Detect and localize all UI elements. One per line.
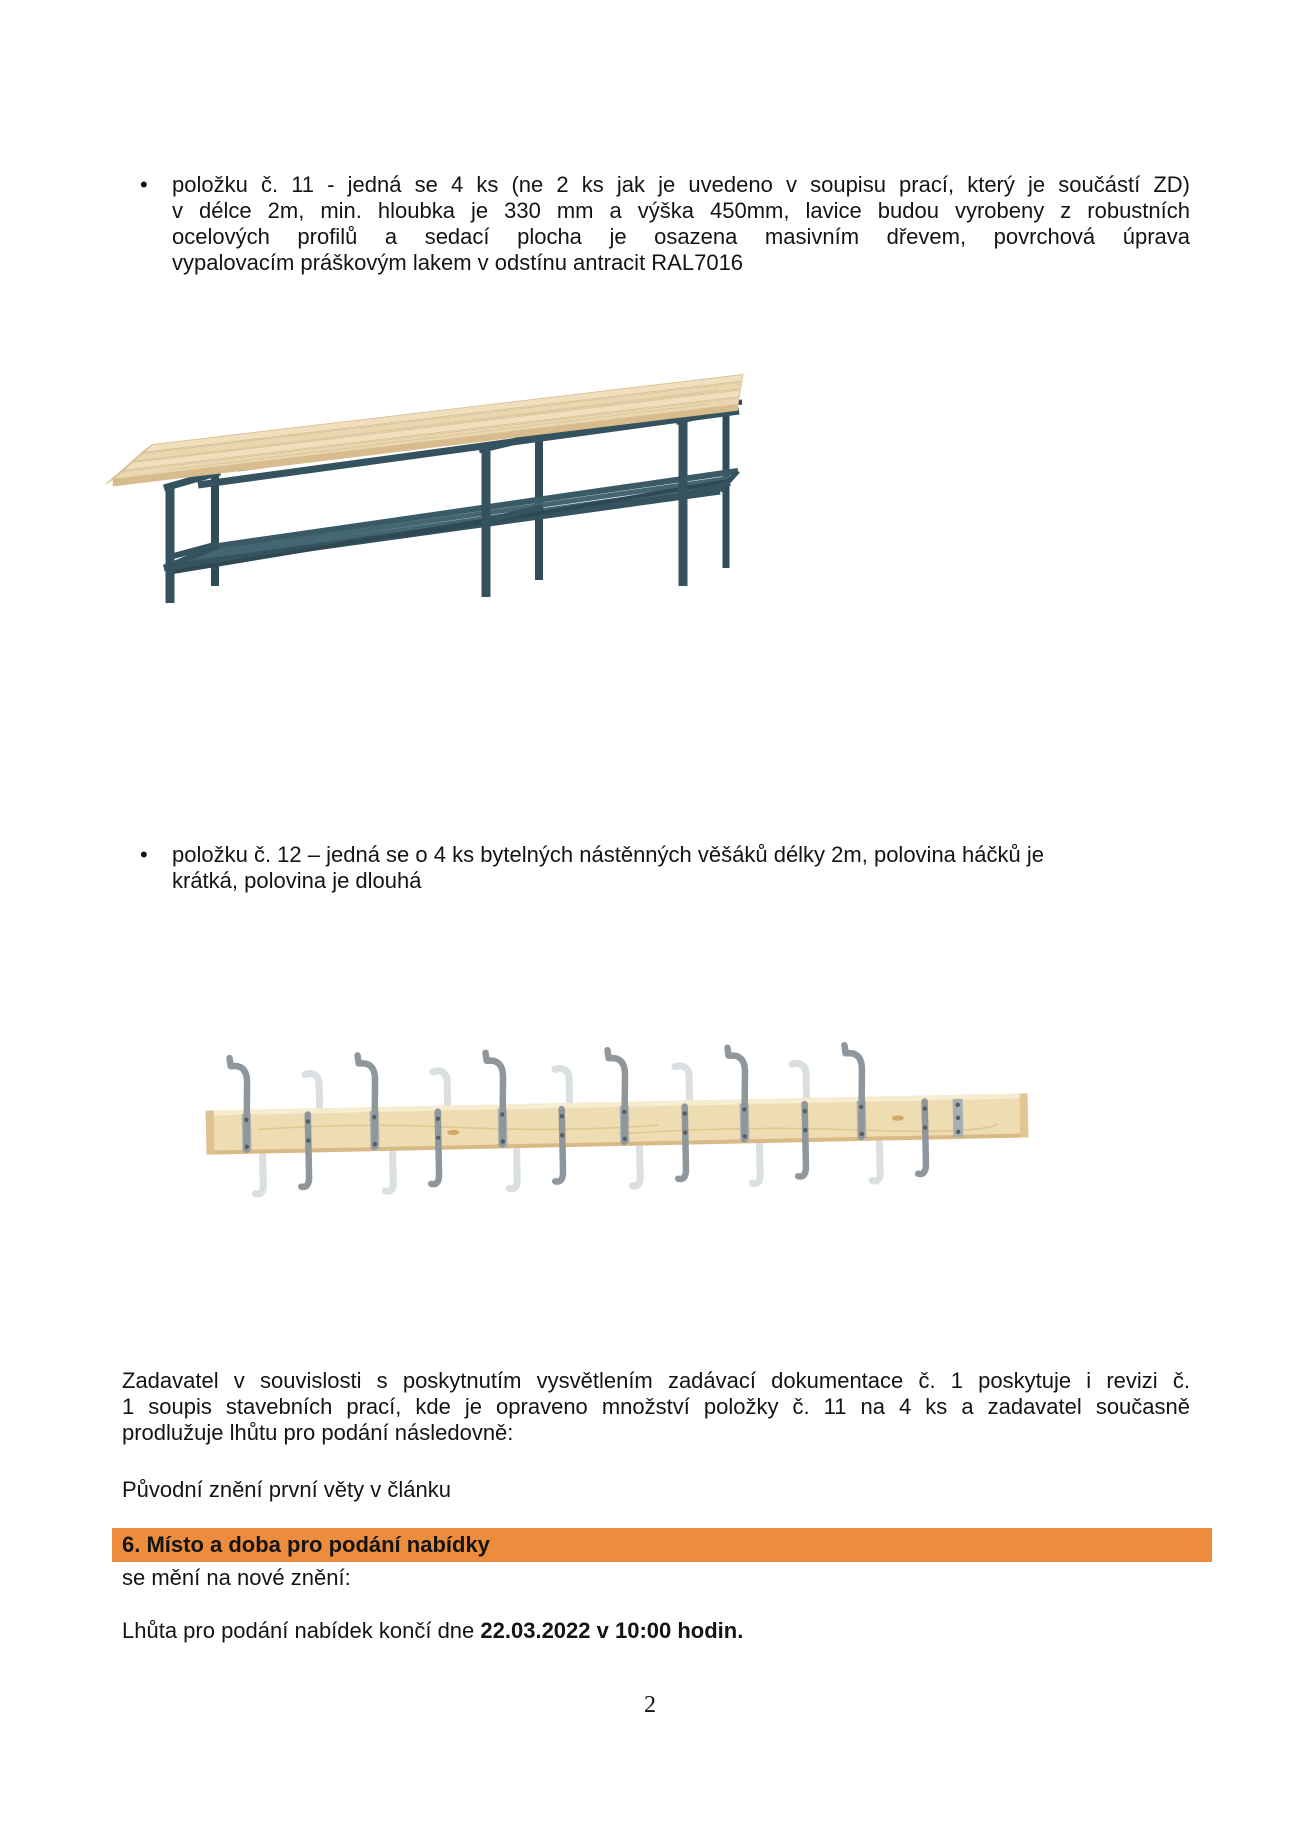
change-note: se mění na nové znění: xyxy=(122,1565,351,1590)
deadline-prefix: Lhůta pro podání nabídek končí dne xyxy=(122,1618,481,1643)
bullet-marker: • xyxy=(140,172,148,197)
bullet-text-12 xyxy=(172,842,1190,894)
text-line: ocelových profilů a sedací plocha je osazena masivním dřevem, povrchová úprava xyxy=(172,224,1190,249)
wall-hook-rail-photo xyxy=(198,1042,1043,1200)
text-line: Zadavatel v souvislosti s poskytnutím vysvětlením zadávací dokumentace č. 1 poskytuje i revizi č. xyxy=(122,1368,1190,1393)
wooden-plank xyxy=(206,1093,1029,1154)
deadline-sentence xyxy=(122,1618,1190,1644)
bullet-text-11 xyxy=(172,172,1190,276)
text-line: vypalovacím práškovým lakem v odstínu antracit RAL7016 xyxy=(172,250,744,275)
bench-shelf xyxy=(164,471,738,572)
text-line: 1 soupis stavebních prací, kde je opraveno množství položky č. 11 na 4 ks a zadavatel současně xyxy=(122,1394,1190,1419)
page-number: 2 xyxy=(644,1692,656,1718)
text-line: krátká, polovina je dlouhá xyxy=(172,868,422,893)
bullet-marker: • xyxy=(140,842,148,867)
deadline-date: 22.03.2022 v 10:00 hodin. xyxy=(480,1618,744,1643)
text-line: položku č. 12 – jedná se o 4 ks bytelných nástěnných věšáků délky 2m, polovina háčků je xyxy=(172,842,1044,867)
text-line: v délce 2m, min. hloubka je 330 mm a výška 450mm, lavice budou vyrobeny z robustních xyxy=(172,198,1190,223)
text-line: prodlužuje lhůtu pro podání následovně: xyxy=(122,1420,514,1445)
original-wording-label: Původní znění první věty v článku xyxy=(122,1477,451,1502)
section-heading-text: 6. Místo a doba pro podání nabídky xyxy=(122,1532,490,1557)
revision-paragraph xyxy=(122,1368,1190,1446)
bullet-item-12 xyxy=(140,842,1190,894)
bench-photo xyxy=(98,360,748,612)
bench-seat-slats xyxy=(106,375,743,487)
text-line: položku č. 11 - jedná se 4 ks (ne 2 ks jak je uvedeno v soupisu prací, který je součástí ZD) xyxy=(172,172,1190,197)
section-heading-bar xyxy=(112,1528,1212,1562)
bullet-item-11 xyxy=(140,172,1190,276)
